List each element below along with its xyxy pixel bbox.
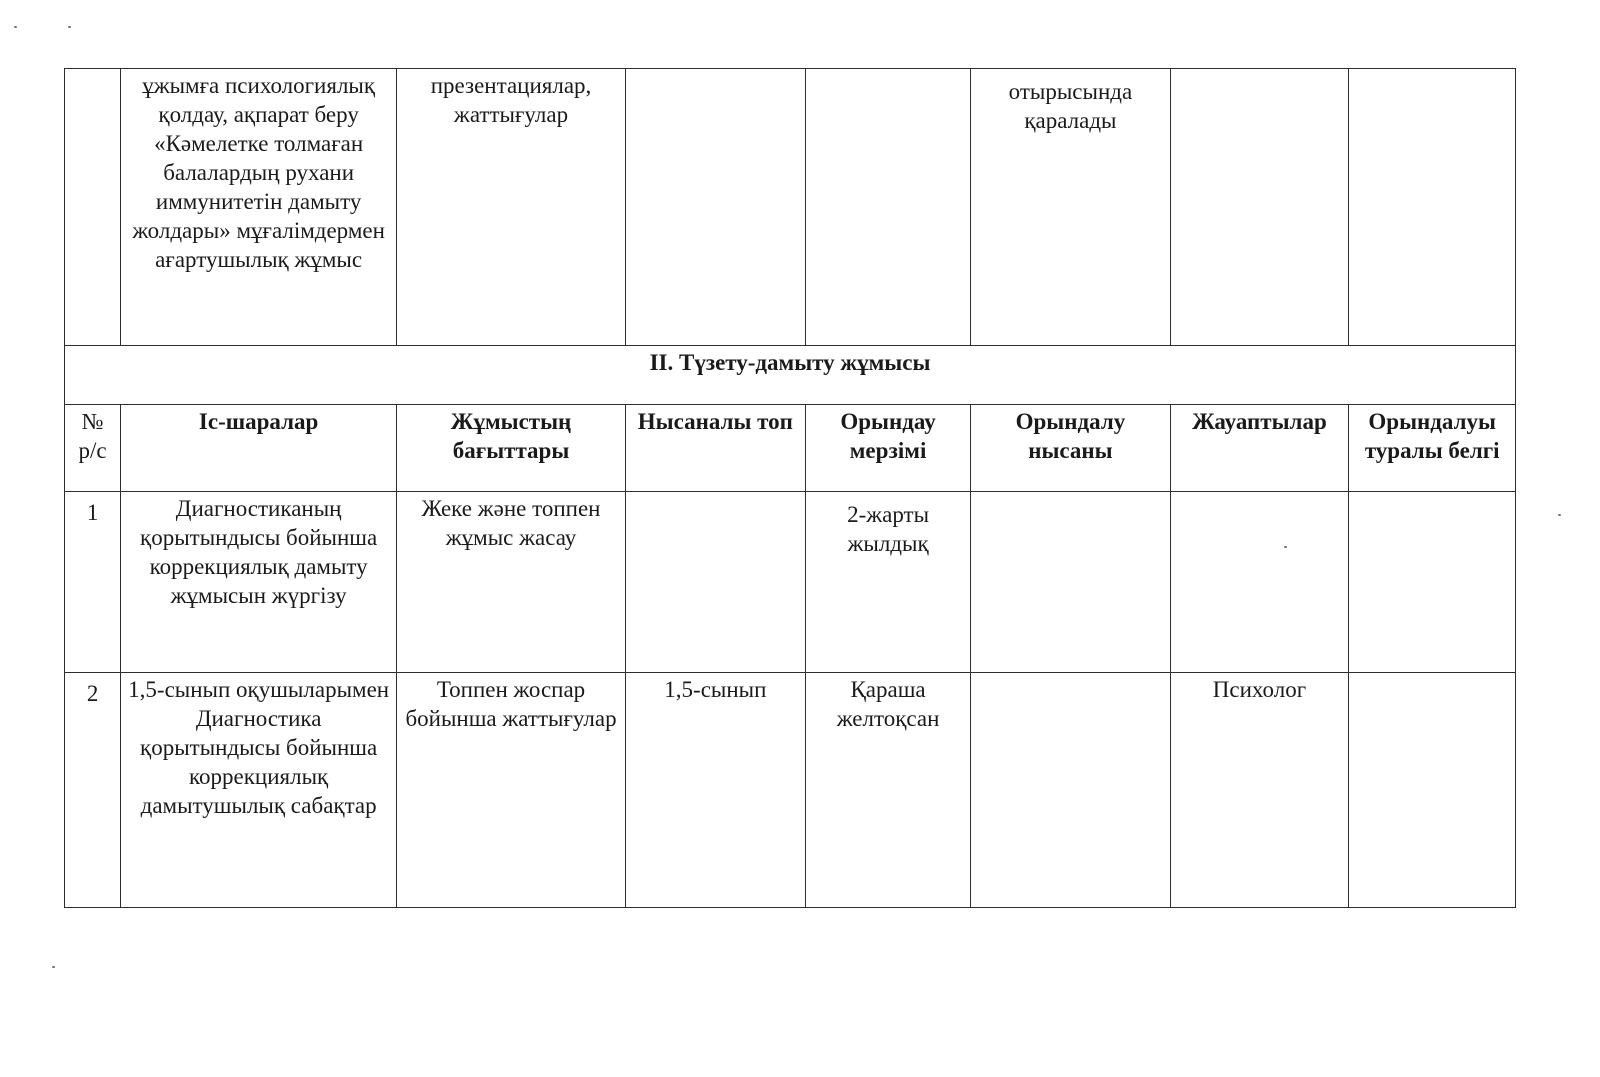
- cell-target-group: [625, 492, 805, 673]
- table-row-continued: [65, 69, 1516, 346]
- header-deadline: Орындау мерзімі: [805, 405, 971, 492]
- cell-activity: 1,5-сынып оқушыларымен Диагностика қорытындысы бойынша коррекциялық дамытушылық сабақтар: [121, 673, 397, 908]
- cell-form: отырысында қаралады: [971, 69, 1170, 346]
- cell-activity: ұжымға психологиялық қолдау, ақпарат беру «Кәмелетке толмаған балалардың рухани иммунитетін дамыту жолдары» мұғалімдермен ағартушылық жұмыс: [121, 69, 397, 346]
- cell-deadline: 2-жарты жылдық: [805, 492, 971, 673]
- cell-note: [1349, 492, 1516, 673]
- header-activity: Іс-шаралар: [121, 405, 397, 492]
- cell-note: [1349, 673, 1516, 908]
- cell-direction: презентациялар, жаттығулар: [397, 69, 626, 346]
- cell-deadline: [805, 69, 971, 346]
- scan-speck: [52, 966, 55, 968]
- cell-target-group: 1,5-сынып: [625, 673, 805, 908]
- cell-number: [65, 69, 121, 346]
- header-note: Орындалуы туралы белгі: [1349, 405, 1516, 492]
- cell-deadline: Қараша желтоқсан: [805, 673, 971, 908]
- header-target-group: Нысаналы топ: [625, 405, 805, 492]
- cell-target-group: [625, 69, 805, 346]
- header-form: Орындалу нысаны: [971, 405, 1170, 492]
- cell-direction: Жеке және топпен жұмыс жасау: [397, 492, 626, 673]
- table-row: [65, 673, 1516, 908]
- cell-number: 1: [65, 492, 121, 673]
- header-responsible: Жауаптылар: [1170, 405, 1349, 492]
- header-number: № р/с: [65, 405, 121, 492]
- cell-activity: Диагностиканың қорытындысы бойынша коррекциялық дамыту жұмысын жүргізу: [121, 492, 397, 673]
- cell-responsible: [1170, 492, 1349, 673]
- cell-direction: Топпен жоспар бойынша жаттығулар: [397, 673, 626, 908]
- cell-responsible: Психолог: [1170, 673, 1349, 908]
- cell-form: [971, 492, 1170, 673]
- scan-speck: [1558, 514, 1561, 516]
- scan-speck: [68, 26, 71, 28]
- table-row: [65, 492, 1516, 673]
- work-plan-table: [64, 68, 1516, 908]
- section-title: II. Түзету-дамыту жұмысы: [65, 346, 1516, 405]
- cell-form: [971, 673, 1170, 908]
- table-header-row: [65, 405, 1516, 492]
- cell-note: [1349, 69, 1516, 346]
- cell-number: 2: [65, 673, 121, 908]
- scan-speck: [14, 26, 17, 28]
- cell-responsible: [1170, 69, 1349, 346]
- header-direction: Жұмыстың бағыттары: [397, 405, 626, 492]
- section-title-row: [65, 346, 1516, 405]
